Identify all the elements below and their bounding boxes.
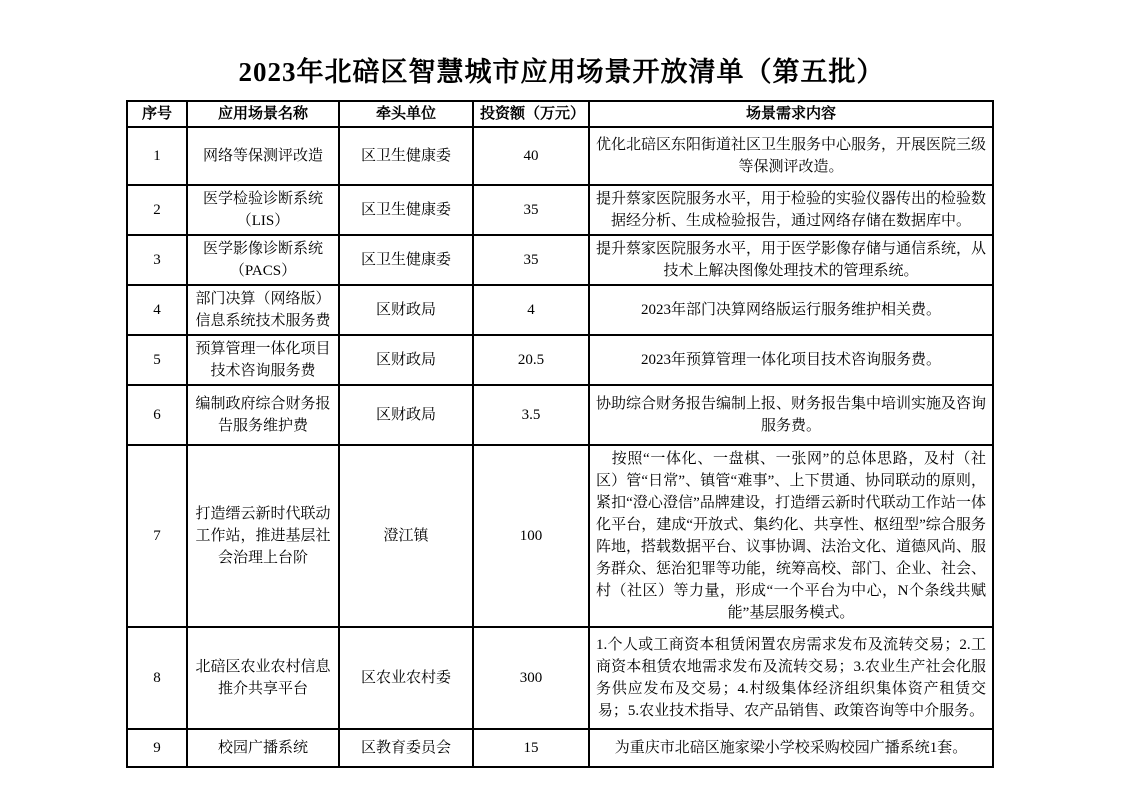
table-row [127,627,993,729]
cell-content: 优化北碚区东阳街道社区卫生服务中心服务，开展医院三级等保测评改造。 [589,127,993,185]
page-title: 2023年北碚区智慧城市应用场景开放清单（第五批） [238,57,885,87]
cell-content: 协助综合财务报告编制上报、财务报告集中培训实施及咨询服务费。 [589,385,993,445]
cell-name: 北碚区农业农村信息推介共享平台 [187,627,339,729]
cell-name: 打造缙云新时代联动工作站，推进基层社会治理上台阶 [187,445,339,627]
table-row [127,335,993,385]
cell-unit: 区卫生健康委 [339,127,473,185]
cell-content: 提升蔡家医院服务水平，用于检验的实验仪器传出的检验数据经分析、生成检验报告，通过网络存储在数据库中。 [589,185,993,235]
cell-amount: 35 [473,185,589,235]
table-row [127,285,993,335]
col-header-index: 序号 [127,101,187,127]
col-header-unit: 牵头单位 [339,101,473,127]
cell-no: 5 [127,335,187,385]
cell-name: 医学影像诊断系统（PACS） [187,235,339,285]
col-header-content: 场景需求内容 [589,101,993,127]
cell-content: 1.个人或工商资本租赁闲置农房需求发布及流转交易；2.工商资本租赁农地需求发布及流转交易；3.农业生产社会化服务供应发布及交易；4.村级集体经济组织集体资产租赁交易；5.农业技术指导、农产品销售、政策咨询等中介服务。 [589,627,993,729]
cell-amount: 3.5 [473,385,589,445]
cell-unit: 区农业农村委 [339,627,473,729]
table-header-row [127,101,993,127]
cell-content: 为重庆市北碚区施家梁小学校采购校园广播系统1套。 [589,729,993,767]
cell-unit: 区卫生健康委 [339,185,473,235]
scenario-table [126,100,994,768]
cell-unit: 区财政局 [339,335,473,385]
cell-amount: 300 [473,627,589,729]
table-row [127,385,993,445]
cell-content: 提升蔡家医院服务水平，用于医学影像存储与通信系统，从技术上解决图像处理技术的管理系统。 [589,235,993,285]
cell-no: 1 [127,127,187,185]
col-header-name: 应用场景名称 [187,101,339,127]
cell-unit: 澄江镇 [339,445,473,627]
cell-unit: 区教育委员会 [339,729,473,767]
table-row [127,729,993,767]
cell-amount: 35 [473,235,589,285]
table-body [127,127,993,767]
cell-unit: 区财政局 [339,385,473,445]
cell-no: 3 [127,235,187,285]
cell-name: 编制政府综合财务报告服务维护费 [187,385,339,445]
cell-unit: 区卫生健康委 [339,235,473,285]
cell-content: 2023年部门决算网络版运行服务维护相关费。 [589,285,993,335]
cell-no: 9 [127,729,187,767]
cell-amount: 4 [473,285,589,335]
cell-amount: 20.5 [473,335,589,385]
cell-no: 8 [127,627,187,729]
table-row [127,185,993,235]
cell-amount: 100 [473,445,589,627]
cell-no: 4 [127,285,187,335]
cell-name: 预算管理一体化项目技术咨询服务费 [187,335,339,385]
cell-no: 2 [127,185,187,235]
cell-content: 按照“一体化、一盘棋、一张网”的总体思路，及村（社区）管“日常”、镇管“难事”、上下贯通、协同联动的原则，紧扣“澄心澄信”品牌建设，打造缙云新时代联动工作站一体化平台，建成“开放式、集约化、共享性、枢纽型”综合服务阵地，搭载数据平台、议事协调、法治文化、道德风尚、服务群众、惩治犯罪等功能，统筹高校、部门、企业、社会、村（社区）等力量，形成“一个平台为中心，N个条线共赋能”基层服务模式。 [589,445,993,627]
cell-name: 校园广播系统 [187,729,339,767]
cell-amount: 40 [473,127,589,185]
cell-content: 2023年预算管理一体化项目技术咨询服务费。 [589,335,993,385]
cell-name: 部门决算（网络版）信息系统技术服务费 [187,285,339,335]
table-row [127,235,993,285]
table-row [127,445,993,627]
col-header-amount: 投资额（万元） [473,101,589,127]
cell-unit: 区财政局 [339,285,473,335]
cell-name: 网络等保测评改造 [187,127,339,185]
cell-no: 6 [127,385,187,445]
cell-no: 7 [127,445,187,627]
cell-amount: 15 [473,729,589,767]
table-row [127,127,993,185]
cell-name: 医学检验诊断系统（LIS） [187,185,339,235]
